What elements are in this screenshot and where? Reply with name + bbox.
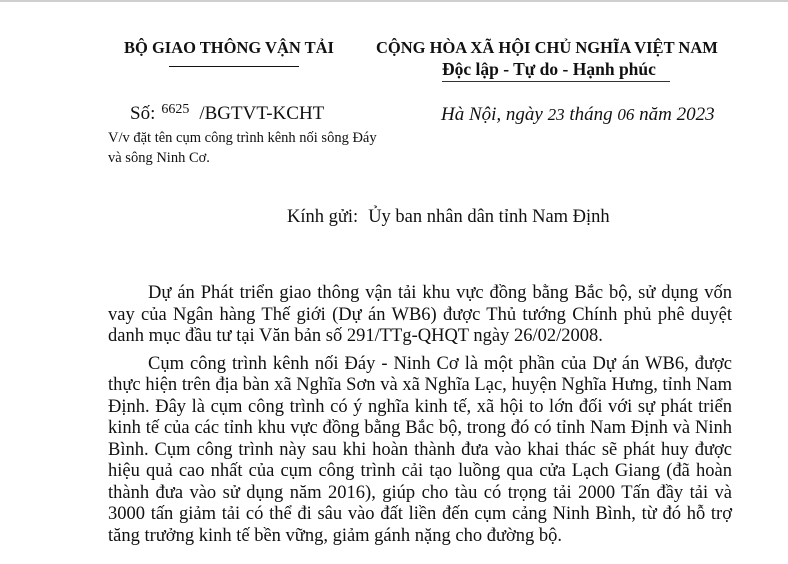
- document-number: [130, 103, 324, 125]
- recipient-value: Ủy ban nhân dân tỉnh Nam Định: [368, 207, 610, 227]
- document-subject: V/v đặt tên cụm công trình kênh nối sông Đáy và sông Ninh Cơ.: [108, 130, 377, 166]
- body-paragraph: Dự án Phát triển giao thông vận tải khu vực đồng bằng Bắc bộ, sử dụng vốn vay của Ngân hàng Thế giới (Dự án WB6) được Thủ tướng Chính phủ phê duyệt danh mục đầu tư tại Văn bản số 291/TTg-QHQT ngày 26/02/2008.: [108, 283, 732, 346]
- body-paragraph: Cụm công trình kênh nối Đáy - Ninh Cơ là một phần của Dự án WB6, được thực hiện trên địa bàn xã Nghĩa Sơn và xã Nghĩa Lạc, huyện Nghĩa Hưng, tỉnh Nam Định. Đây là cụm công trình có ý nghĩa kinh tế, xã hội to lớn đối với sự phát triển kinh tế của các tỉnh khu vực đồng bằng Bắc bộ, trong đó có tỉnh Nam Định và Ninh Bình. Cụm công trình này sau khi hoàn thành đưa vào khai thác sẽ phát huy được hiệu quả cao nhất của cụm công trình cải tạo luồng qua cửa Lạch Giang (đã hoàn thành đưa vào sử dụng năm 2016), giúp cho tàu có trọng tải 2000 Tấn đầy tải và 3000 tấn giảm tải có thể đi sâu vào đất liền đến cụm cảng Ninh Bình, từ đó hỗ trợ tăng trưởng kinh tế bền vững, giảm gánh nặng cho đường bộ.: [108, 353, 732, 546]
- agency-underline: [169, 66, 299, 67]
- date-month-label: tháng: [569, 104, 613, 125]
- date-year-label: năm: [639, 104, 672, 125]
- recipient-label: Kính gửi:: [287, 207, 359, 227]
- truncated-next-line: [108, 556, 732, 564]
- motto-underline: [442, 81, 670, 82]
- date-year: 2023: [676, 104, 715, 125]
- document-body: [108, 283, 732, 553]
- date-prefix: Hà Nội, ngày: [441, 104, 543, 125]
- recipient-line: [287, 207, 610, 228]
- national-title: CỘNG HÒA XÃ HỘI CHỦ NGHĨA VIỆT NAM: [376, 38, 718, 57]
- doc-number-suffix: /BGTVT-KCHT: [199, 103, 325, 124]
- top-border: [0, 0, 788, 2]
- date-month: 06: [617, 105, 635, 124]
- doc-number-label: Số:: [130, 103, 156, 124]
- date-day: 23: [547, 105, 565, 124]
- national-motto: Độc lập - Tự do - Hạnh phúc: [442, 59, 656, 79]
- issuing-agency: BỘ GIAO THÔNG VẬN TẢI: [124, 38, 334, 57]
- place-date: [441, 104, 715, 126]
- doc-number-value: 6625: [161, 102, 190, 117]
